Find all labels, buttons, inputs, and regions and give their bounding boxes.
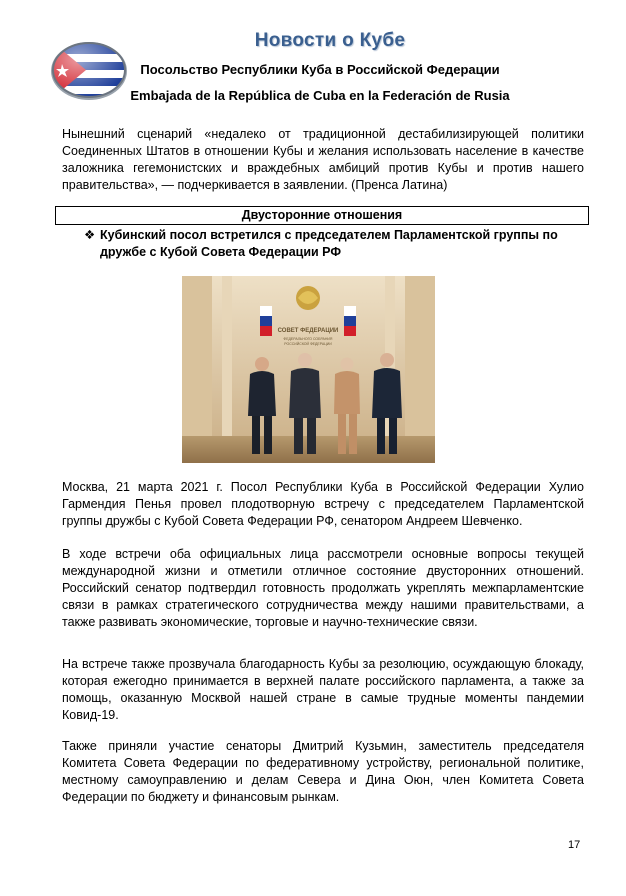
article-paragraph-4: Также приняли участие сенаторы Дмитрий Кузьмин, заместитель председателя Комитета Совета Федерации по федеративному устройству, региональной политике, местному самоуправлению и делам Севера и Дина Оюн, член Комитета Совета Федерации по бюджету и финансовым рынкам.	[62, 739, 584, 804]
article-headline-text: Кубинский посол встретился с председателем Парламентской группы по дружбе с Кубой Совета Федерации РФ	[100, 228, 558, 259]
meeting-photo	[182, 276, 435, 463]
article-paragraph-2: В ходе встречи оба официальных лица рассмотрели основные вопросы текущей международной жизни и отметили отличное состояние двусторонних отношений. Российский сенатор подтвердил готовность продолжать укреплять межпарламентские связи в рамках стратегического сотрудничества между нашими правительствами, а также развивать экономические, торговые и научно-технические связи.	[62, 547, 584, 629]
article-headline	[84, 227, 584, 261]
newsletter-title: Новости о Кубе	[254, 30, 406, 51]
embassy-name-ru: Посольство Республики Куба в Российской Федерации	[140, 62, 500, 77]
page-number: 17	[568, 839, 581, 851]
sign-title: СОВЕТ ФЕДЕРАЦИИ	[277, 328, 339, 334]
sign-subtitle-1: ФЕДЕРАЛЬНОГО СОБРАНИЯ	[283, 337, 333, 341]
cuba-flag-logo	[50, 40, 128, 100]
article-paragraph-3: На встрече также прозвучала благодарность Кубы за резолюцию, осуждающую блокаду, которая ежегодно принимается в верхней палате российского парламента, а также за помощь, оказанную Москвой нашей стране в самые трудные моменты пандемии Ковид-19.	[62, 657, 584, 722]
sign-subtitle-2: РОССИЙСКОЙ ФЕДЕРАЦИИ	[284, 342, 332, 346]
intro-paragraph: Нынешний сценарий «недалеко от традиционной дестабилизирующей политики Соединенных Штатов в отношении Кубы и желания использовать население в качестве заложника гегемонистских и враждебных амбиций против Кубы и против нашего правительства», — подчеркивается в заявлении. (Пренса Латина)	[62, 127, 584, 192]
article-paragraph-1: Москва, 21 марта 2021 г. Посол Республики Куба в Российской Федерации Хулио Гармендия Пенья провел плодотворную встречу с председателем Парламентской группы дружбы с Кубой Совета Федерации РФ, сенатором Андреем Шевченко.	[62, 480, 584, 528]
diamond-bullet-icon: ❖	[84, 228, 96, 242]
embassy-name-es: Embajada de la República de Cuba en la Federación de Rusia	[130, 88, 510, 103]
page-header	[0, 0, 626, 115]
section-heading: Двусторонние отношения	[55, 206, 589, 225]
